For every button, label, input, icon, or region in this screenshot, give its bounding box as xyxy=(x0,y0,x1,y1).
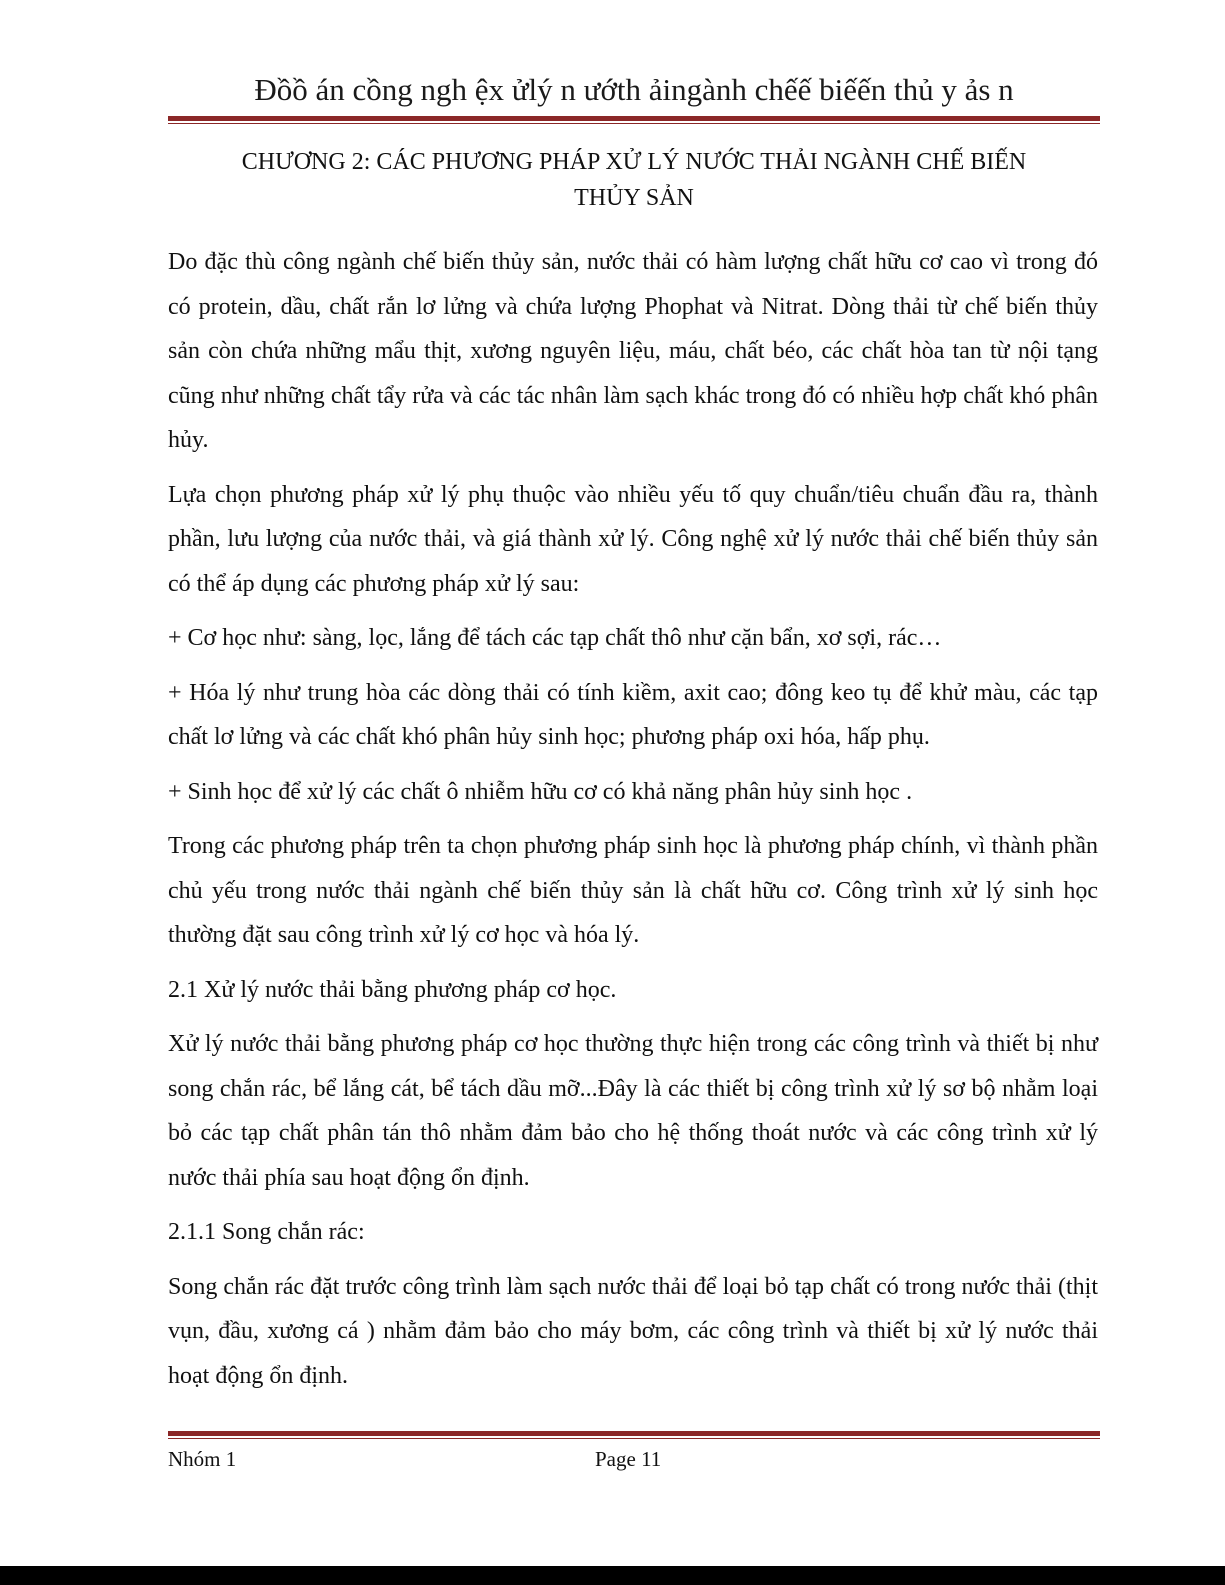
bottom-black-bar xyxy=(0,1566,1225,1585)
paragraph-mechanical-treatment: Xử lý nước thải bằng phương pháp cơ học thường thực hiện trong các công trình và thiết bị như song chắn rác, bể lắng cát, bể tách dầu mỡ...Đây là các thiết bị công trình xử lý sơ bộ nhằm loại bỏ các tạp chất phân tán thô nhằm đảm bảo cho hệ thống thoát nước và các công trình xử lý nước thải phía sau hoạt động ổn định. xyxy=(168,1031,1098,1191)
list-item-mechanical: + Cơ học như: sàng, lọc, lắng để tách các tạp chất thô như cặn bẩn, xơ sợi, rác… xyxy=(168,625,942,651)
chapter-title-line-1: CHƯƠNG 2: CÁC PHƯƠNG PHÁP XỬ LÝ NƯỚC THẢI NGÀNH CHẾ BIẾN xyxy=(241,149,1027,175)
chapter-title xyxy=(168,144,1100,216)
chapter-title-line-2: THỦY SẢN xyxy=(574,185,694,211)
list-item-biological: + Sinh học để xử lý các chất ô nhiễm hữu cơ có khả năng phân hủy sinh học . xyxy=(168,778,913,805)
paragraph-screen: Song chắn rác đặt trước công trình làm sạch nước thải để loại bỏ tạp chất có trong nước thải (thịt vụn, đầu, xương cá ) nhằm đảm bảo cho máy bơm, các công trình và thiết bị xử lý nước thải hoạt động ổn định. xyxy=(168,1273,1098,1389)
running-header-title: Đồồ án cồng ngh ệx ửlý n ướth ảingành chếế biếến thủ y ảs n xyxy=(254,72,1014,107)
section-heading-2-1-1: 2.1.1 Song chắn rác: xyxy=(168,1219,365,1245)
list-item-physicochemical: + Hóa lý như trung hòa các dòng thải có tính kiềm, axit cao; đông keo tụ để khử màu, các tạp chất lơ lửng và các chất khó phân hủy sinh học; phương pháp oxi hóa, hấp phụ. xyxy=(168,679,1098,750)
footer-page-number: Page 11 xyxy=(595,1447,662,1471)
paragraph-intro: Do đặc thù công ngành chế biến thủy sản, nước thải có hàm lượng chất hữu cơ cao vì trong đó có protein, dầu, chất rắn lơ lửng và chứa lượng Phophat và Nitrat. Dòng thải từ chế biến thủy sản còn chứa những mẩu thịt, xương nguyên liệu, máu, chất béo, các chất hòa tan từ nội tạng cũng như những chất tẩy rửa và các tác nhân làm sạch khác trong đó có nhiều hợp chất khó phân hủy. xyxy=(168,249,1098,453)
body-content xyxy=(168,240,1098,1408)
paragraph-method-selection: Lựa chọn phương pháp xử lý phụ thuộc vào nhiều yếu tố quy chuẩn/tiêu chuẩn đầu ra, thành phần, lưu lượng của nước thải, và giá thành xử lý. Công nghệ xử lý nước thải chế biến thủy sản có thể áp dụng các phương pháp xử lý sau: xyxy=(168,481,1098,597)
header-rule-thick xyxy=(168,116,1100,121)
paragraph-method-choice: Trong các phương pháp trên ta chọn phương pháp sinh học là phương pháp chính, vì thành phần chủ yếu trong nước thải ngành chế biến thủy sản là chất hữu cơ. Công trình xử lý sinh học thường đặt sau công trình xử lý cơ học và hóa lý. xyxy=(168,833,1098,948)
section-heading-2-1: 2.1 Xử lý nước thải bằng phương pháp cơ học. xyxy=(168,976,617,1003)
header-rule-thin xyxy=(168,123,1100,124)
footer-rule-thick xyxy=(168,1431,1100,1436)
footer-rule-thin xyxy=(168,1438,1100,1439)
footer-group-label: Nhóm 1 xyxy=(168,1447,237,1471)
